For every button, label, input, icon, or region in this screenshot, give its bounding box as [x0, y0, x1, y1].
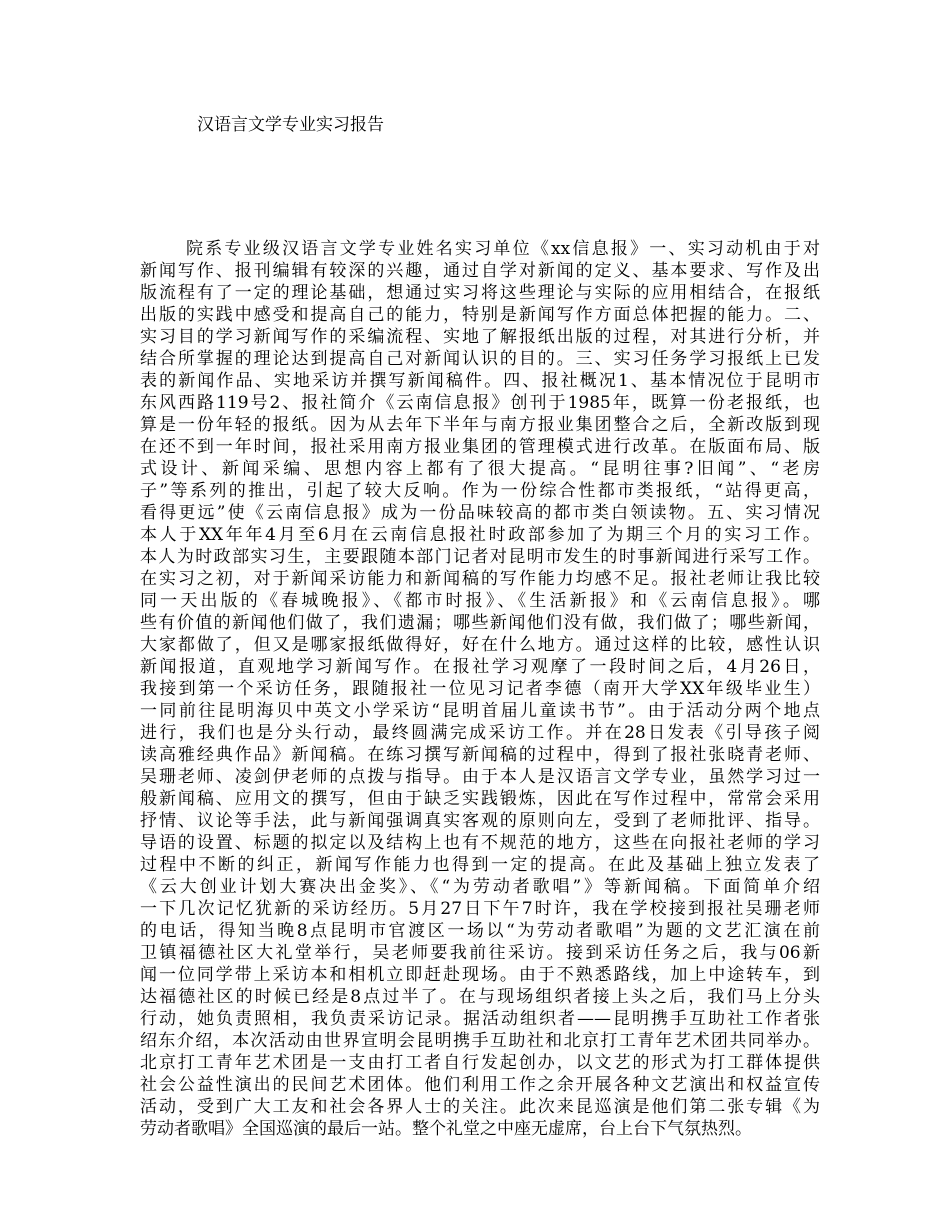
body-text-line: 般新闻稿、应用文的撰写，但由于缺乏实践锻炼，因此在写作过程中，常常会采用 — [140, 789, 820, 809]
document-title: 汉语言文学专业实习报告 — [197, 115, 384, 135]
body-text-line: 活动，受到广大工友和社会各界人士的关注。此次来昆巡演是他们第二张专辑《为 — [140, 1097, 820, 1117]
body-text-line: 在实习之初，对于新闻采访能力和新闻稿的写作能力均感不足。报社老师让我比较 — [140, 569, 820, 589]
body-text-line: 行动，她负责照相，我负责采访记录。据活动组织者——昆明携手互助社工作者张 — [140, 1009, 820, 1029]
body-text-line: 抒情、议论等手法，此与新闻强调真实客观的原则向左，受到了老师批评、指导。 — [140, 811, 820, 831]
body-text-line: 版流程有了一定的理论基础，想通过实习将这些理论与实际的应用相结合，在报纸 — [140, 283, 820, 303]
body-text-line: 结合所掌握的理论达到提高自己对新闻认识的目的。三、实习任务学习报纸上已发 — [140, 349, 820, 369]
body-text-line: 导语的设置、标题的拟定以及结构上也有不规范的地方，这些在向报社老师的学习 — [140, 833, 820, 853]
body-text-line: 社会公益性演出的民间艺术团体。他们利用工作之余开展各种文艺演出和权益宣传 — [140, 1075, 820, 1095]
body-text-line: 北京打工青年艺术团是一支由打工者自行发起创办，以文艺的形式为打工群体提供 — [140, 1053, 820, 1073]
body-text-line: 出版的实践中感受和提高自己的能力，特别是新闻写作方面总体把握的能力。二、 — [140, 305, 820, 325]
body-text-line: 同一天出版的《春城晚报》、《都市时报》、《生活新报》和《云南信息报》。哪 — [140, 591, 820, 611]
body-text-line: 表的新闻作品、实地采访并撰写新闻稿件。四、报社概况1、基本情况位于昆明市 — [140, 371, 820, 391]
body-text-line: 些有价值的新闻他们做了，我们遗漏；哪些新闻他们没有做，我们做了；哪些新闻， — [140, 613, 820, 633]
body-text-line: 大家都做了，但又是哪家报纸做得好，好在什么地方。通过这样的比较，感性认识 — [140, 635, 820, 655]
body-text-line: 闻一位同学带上采访本和相机立即赶赴现场。由于不熟悉路线，加上中途转车，到 — [140, 965, 820, 985]
body-text-line: 实习目的学习新闻写作的采编流程、实地了解报纸出版的过程，对其进行分析，并 — [140, 327, 820, 347]
body-text-line: 我接到第一个采访任务，跟随报社一位见习记者李德（南开大学XX年级毕业生） — [140, 679, 820, 699]
body-text-line: 达福德社区的时候已经是8点过半了。在与现场组织者接上头之后，我们马上分头 — [140, 987, 820, 1007]
body-text-line: 新闻报道，直观地学习新闻写作。在报社学习观摩了一段时间之后，4月26日， — [140, 657, 820, 677]
body-text-line: 绍东介绍，本次活动由世界宣明会昆明携手互助社和北京打工青年艺术团共同举办。 — [140, 1031, 820, 1051]
body-text-line: 吴珊老师、凌剑伊老师的点拨与指导。由于本人是汉语言文学专业，虽然学习过一 — [140, 767, 820, 787]
body-text-line: 卫镇福德社区大礼堂举行，吴老师要我前往采访。接到采访任务之后，我与06新 — [140, 943, 820, 963]
body-text-line: 读高雅经典作品》新闻稿。在练习撰写新闻稿的过程中，得到了报社张晓青老师、 — [140, 745, 820, 765]
body-text-line: 本人于XX年年4月至6月在云南信息报社时政部参加了为期三个月的实习工作。 — [140, 525, 820, 545]
body-text-line: 院系专业级汉语言文学专业姓名实习单位《xx信息报》一、实习动机由于对 — [186, 239, 820, 259]
body-text-line: 式设计、新闻采编、思想内容上都有了很大提高。“昆明往事?旧闻”、“老房 — [140, 459, 820, 479]
body-text-line: 劳动者歌唱》全国巡演的最后一站。整个礼堂之中座无虚席，台上台下气氛热烈。 — [140, 1119, 752, 1139]
body-text-line: 本人为时政部实习生，主要跟随本部门记者对昆明市发生的时事新闻进行采写工作。 — [140, 547, 820, 567]
body-text-line: 一下几次记忆犹新的采访经历。5月27日下午7时许，我在学校接到报社吴珊老师 — [140, 899, 820, 919]
body-text-line: 在还不到一年时间，报社采用南方报业集团的管理模式进行改革。在版面布局、版 — [140, 437, 820, 457]
body-text-line: 东风西路119号2、报社简介《云南信息报》创刊于1985年，既算一份老报纸，也 — [140, 393, 820, 413]
document-body — [140, 238, 820, 1140]
body-text-line: 新闻写作、报刊编辑有较深的兴趣，通过自学对新闻的定义、基本要求、写作及出 — [140, 261, 820, 281]
body-text-line: 子”等系列的推出，引起了较大反响。作为一份综合性都市类报纸，“站得更高， — [140, 481, 820, 501]
body-text-line: 看得更远”使《云南信息报》成为一份品味较高的都市类白领读物。五、实习情况 — [140, 503, 820, 523]
body-text-line: 一同前往昆明海贝中英文小学采访“昆明首届儿童读书节”。由于活动分两个地点 — [140, 701, 820, 721]
body-text-line: 的电话，得知当晚8点昆明市官渡区一场以“为劳动者歌唱”为题的文艺汇演在前 — [140, 921, 820, 941]
body-text-line: 进行，我们也是分头行动，最终圆满完成采访工作。并在28日发表《引导孩子阅 — [140, 723, 820, 743]
body-text-line: 《云大创业计划大赛决出金奖》、《“为劳动者歌唱”》等新闻稿。下面简单介绍 — [140, 877, 820, 897]
body-text-line: 算是一份年轻的报纸。因为从去年下半年与南方报业集团整合之后，全新改版到现 — [140, 415, 820, 435]
body-text-line: 过程中不断的纠正，新闻写作能力也得到一定的提高。在此及基础上独立发表了 — [140, 855, 820, 875]
